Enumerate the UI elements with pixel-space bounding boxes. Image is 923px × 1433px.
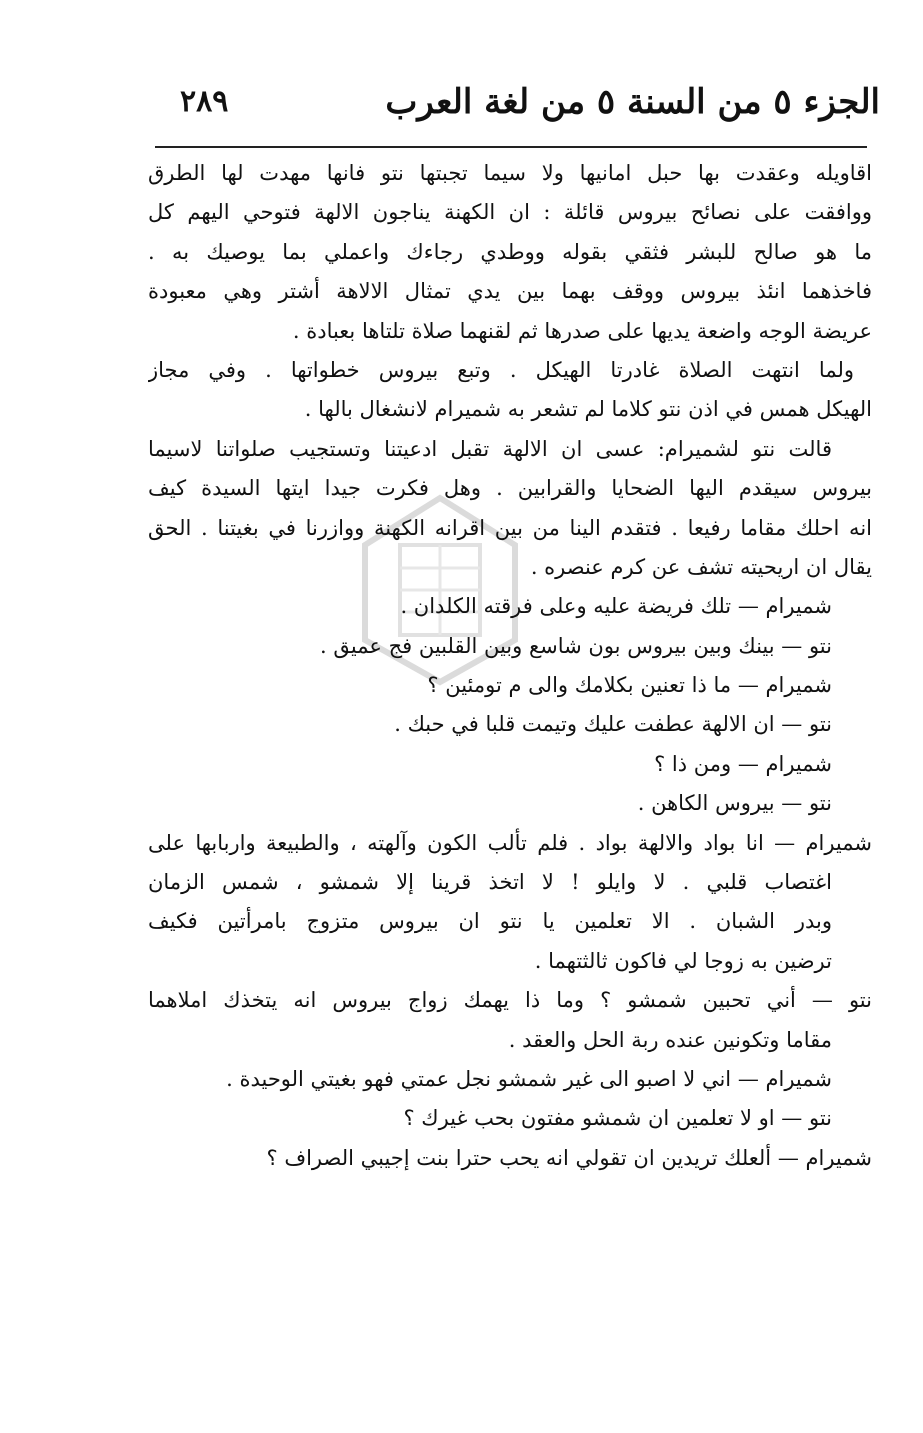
text-line: الهيكل همس في اذن نتو كلاما لم تشعر به شميرام لانشغال بالها . — [304, 397, 872, 422]
text-line: عريضة الوجه واضعة يديها على صدرها ثم لقنهما صلاة تلتاها بعبادة . — [292, 318, 872, 343]
header-rule — [155, 146, 867, 148]
dialogue-line: نتو — أني تحبين شمشو ؟ وما ذا يهمك زواج بيروس انه يتخذك املاهما — [148, 988, 872, 1013]
dialogue-line: شميرام — اني لا اصبو الى غير شمشو نجل عمتي فهو بغيتي الوحيدة . — [226, 1066, 832, 1091]
running-title: الجزء ٥ من السنة ٥ من لغة العرب — [385, 82, 880, 122]
dialogue-line: شميرام — ألعلك تريدين ان تقولي انه يحب حترا بنت إجيبي الصراف ؟ — [266, 1145, 872, 1170]
dialogue-line: شميرام — انا بواد والالهة بواد . فلم تألب الكون وآلهته ، والطبيعة واربابها على — [148, 830, 872, 855]
text-line: بيروس سيقدم اليها الضحايا والقرابين . وهل فكرت جيدا ايتها السيدة كيف — [148, 476, 872, 501]
text-line: ووافقت على نصائح بيروس قائلة : ان الكهنة يناجون الالهة فتوحي اليهم كل — [148, 200, 872, 225]
dialogue-line: شميرام — ومن ذا ؟ — [654, 751, 832, 776]
text-line: فاخذهما انئذ بيروس ووقف بهما بين يدي تمثال الالاهة أشتر وهي معبودة — [148, 279, 872, 304]
dialogue-line: شميرام — تلك فريضة عليه وعلى فرقته الكلدان . — [400, 594, 832, 619]
dialogue-line: نتو — بينك وبين بيروس بون شاسع وبين القلبين فج عميق . — [320, 633, 832, 658]
page-number: ٢٨٩ — [180, 84, 229, 119]
dialogue-line: نتو — او لا تعلمين ان شمشو مفتون بحب غيرك ؟ — [403, 1106, 832, 1131]
dialogue-line: نتو — بيروس الكاهن . — [637, 791, 832, 816]
dialogue-line: نتو — ان الالهة عطفت عليك وتيمت قلبا في حبك . — [394, 712, 832, 737]
page-header — [180, 72, 880, 132]
text-line: اقاويله وعقدت بها حبل امانيها ولا سيما تجبتها نتو فانها مهدت لها الطرق — [148, 161, 872, 185]
page-body — [148, 154, 872, 1178]
text-line: ولما انتهت الصلاة غادرتا الهيكل . وتبع بيروس خطواتها . وفي مجاز — [148, 357, 854, 382]
dialogue-continuation: وبدر الشبان . الا تعلمين يا نتو ان بيروس متزوج بامرأتين فكيف — [148, 909, 832, 934]
dialogue-continuation: ترضين به زوجا لي فاكون ثالثتهما . — [534, 948, 832, 973]
text-line: قالت نتو لشميرام: عسى ان الالهة تقبل ادعيتنا وتستجيب صلواتنا لاسيما — [148, 436, 832, 461]
dialogue-continuation: اغتصاب قلبي . لا وايلو ! لا اتخذ قرينا إلا شمشو ، شمس الزمان — [148, 870, 832, 895]
dialogue-continuation: مقاما وتكونين عنده ربة الحل والعقد . — [508, 1027, 832, 1052]
text-line: يقال ان اريحيته تشف عن كرم عنصره . — [530, 554, 872, 579]
text-line: انه احلك مقاما رفيعا . فتقدم الينا من بين اقرانه الكهنة ووازرنا في بغيتنا . الحق — [148, 515, 872, 540]
dialogue-line: شميرام — ما ذا تعنين بكلامك والى م تومئين ؟ — [427, 673, 832, 698]
text-line: ما هو صالح للبشر فثقي بقوله ووطدي رجاءك واعملي بما يوصيك به . — [148, 239, 872, 264]
